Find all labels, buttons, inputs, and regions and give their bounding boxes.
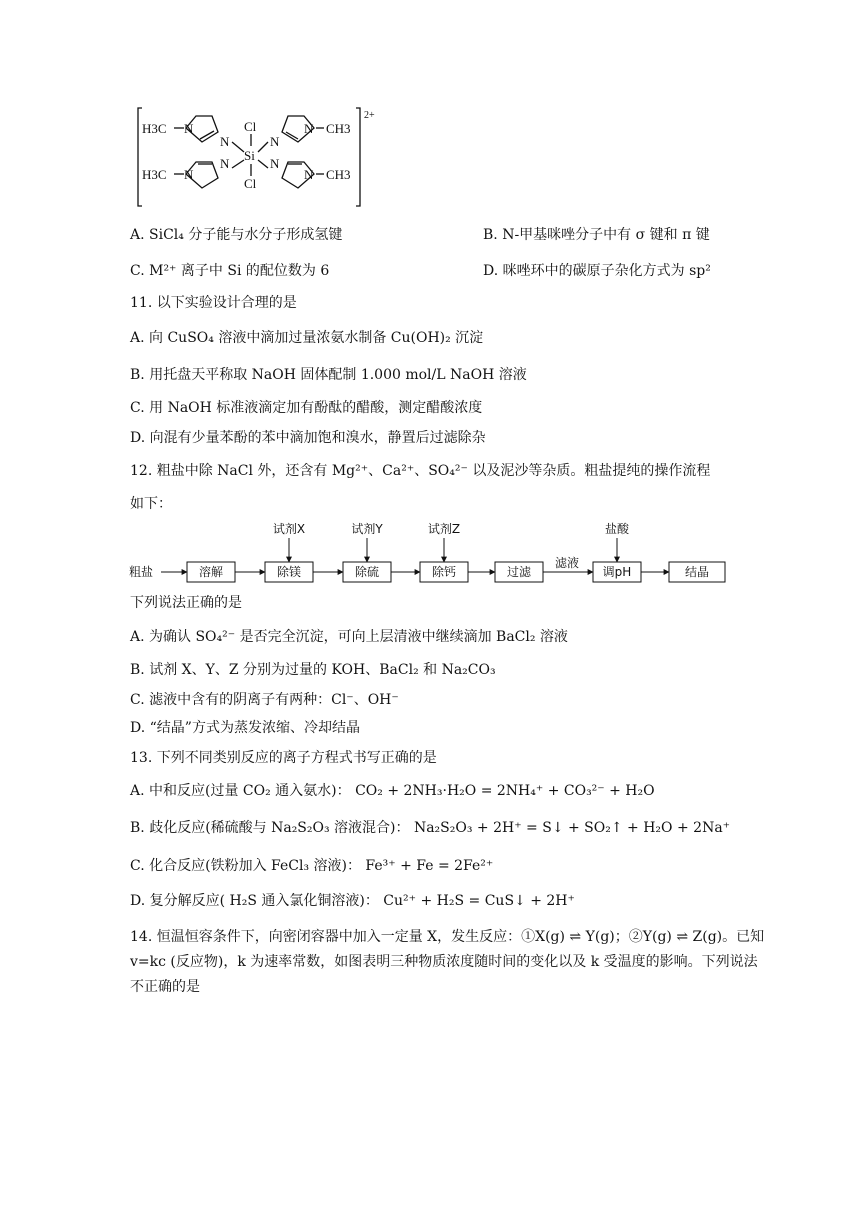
n-bottom-left-methyl: N [184,167,194,182]
q13-option-c: C. 化合反应(铁粉加入 FeCl₃ 溶液)： Fe³⁺ + Fe = 2Fe²⁺ [130,858,494,874]
q14-stem: 14. 恒温恒容条件下，向密闭容器中加入一定量 X，发生反应：①X(g) ⇌ Y(g)；②Y(g) ⇌ Z(g)。已知 v=kc (反应物)，k 为速率常数，如图表明三种物质浓度随时间的变化以及 k 受温度的影响。下列说法不正确的是 [130,929,765,995]
complex-ion-structure [128,104,388,210]
q12-stem-line1: 12. 粗盐中除 NaCl 外，还含有 Mg²⁺、Ca²⁺、SO₄²⁻ 以及泥沙等杂质。粗盐提纯的操作流程 [130,463,711,479]
q12-option-a: A. 为确认 SO₄²⁻ 是否完全沉淀，可向上层清液中继续滴加 BaCl₂ 溶液 [130,629,568,645]
n-bottom-right-donor: N [270,156,280,171]
q11-option-b: B. 用托盘天平称取 NaOH 固体配制 1.000 mol/L NaOH 溶液 [130,367,527,383]
methyl-top-left: H3C [142,121,167,136]
q12-option-b: B. 试剂 X、Y、Z 分别为过量的 KOH、BaCl₂ 和 Na₂CO₃ [130,662,496,678]
q11-option-a: A. 向 CuSO₄ 溶液中滴加过量浓氨水制备 Cu(OH)₂ 沉淀 [130,330,484,346]
flow-step-6: 调pH [602,565,632,579]
n-top-right-methyl: N [304,121,314,136]
flow-step-5: 过滤 [506,565,532,579]
q12-option-c: C. 滤液中含有的阴离子有两种：Cl⁻、OH⁻ [130,692,399,708]
n-top-right-donor: N [270,134,280,149]
n-top-left-methyl: N [184,121,194,136]
purification-flowchart [125,520,735,584]
flow-input: 粗盐 [128,565,154,579]
q10-option-b: B. N-甲基咪唑分子中有 σ 键和 π 键 [483,227,710,243]
q13-stem: 13. 下列不同类别反应的离子方程式书写正确的是 [130,750,437,766]
n-top-left-donor: N [220,134,230,149]
methyl-bottom-right: CH3 [326,167,351,182]
q12-prompt: 下列说法正确的是 [130,595,242,611]
silicon-center: Si [244,148,255,163]
q12-stem-line2: 如下： [130,496,172,512]
n-bottom-right-methyl: N [304,167,314,182]
methyl-top-right: CH3 [326,121,351,136]
q11-option-d: D. 向混有少量苯酚的苯中滴加饱和溴水，静置后过滤除杂 [130,430,486,446]
flow-step-2: 除镁 [276,565,302,579]
q10-option-c: C. M²⁺ 离子中 Si 的配位数为 6 [130,263,330,279]
flow-step-3: 除硫 [354,565,380,579]
methyl-bottom-left: H3C [142,167,167,182]
q13-option-b: B. 歧化反应(稀硫酸与 Na₂S₂O₃ 溶液混合)： Na₂S₂O₃ + 2H⁺ = S↓ + SO₂↑ + H₂O + 2Na⁺ [130,820,731,836]
chlorine-top: Cl [244,119,257,134]
flow-step-7: 结晶 [684,565,710,579]
flow-step-1: 溶解 [198,565,224,579]
flow-reagent-hcl: 盐酸 [604,522,630,536]
charge-label: 2+ [364,110,375,121]
q13-option-a: A. 中和反应(过量 CO₂ 通入氨水)： CO₂ + 2NH₃·H₂O = 2NH₄⁺ + CO₃²⁻ + H₂O [130,783,655,799]
flow-reagent-x: 试剂X [272,522,306,536]
q11-option-c: C. 用 NaOH 标准液滴定加有酚酞的醋酸，测定醋酸浓度 [130,400,483,416]
flow-step-4: 除钙 [431,565,457,579]
q11-stem: 11. 以下实验设计合理的是 [130,295,297,311]
flow-reagent-z: 试剂Z [427,522,461,536]
n-bottom-left-donor: N [220,156,230,171]
flow-reagent-y: 试剂Y [351,522,383,536]
q13-option-d: D. 复分解反应( H₂S 通入氯化铜溶液)： Cu²⁺ + H₂S = CuS↓ + 2H⁺ [130,893,575,909]
flow-arrow-label: 滤液 [554,556,580,570]
q10-option-d: D. 咪唑环中的碳原子杂化方式为 sp² [483,263,711,279]
chlorine-bottom: Cl [244,176,257,191]
q12-option-d: D. “结晶”方式为蒸发浓缩、冷却结晶 [130,720,360,736]
q10-option-a: A. SiCl₄ 分子能与水分子形成氢键 [130,227,343,243]
